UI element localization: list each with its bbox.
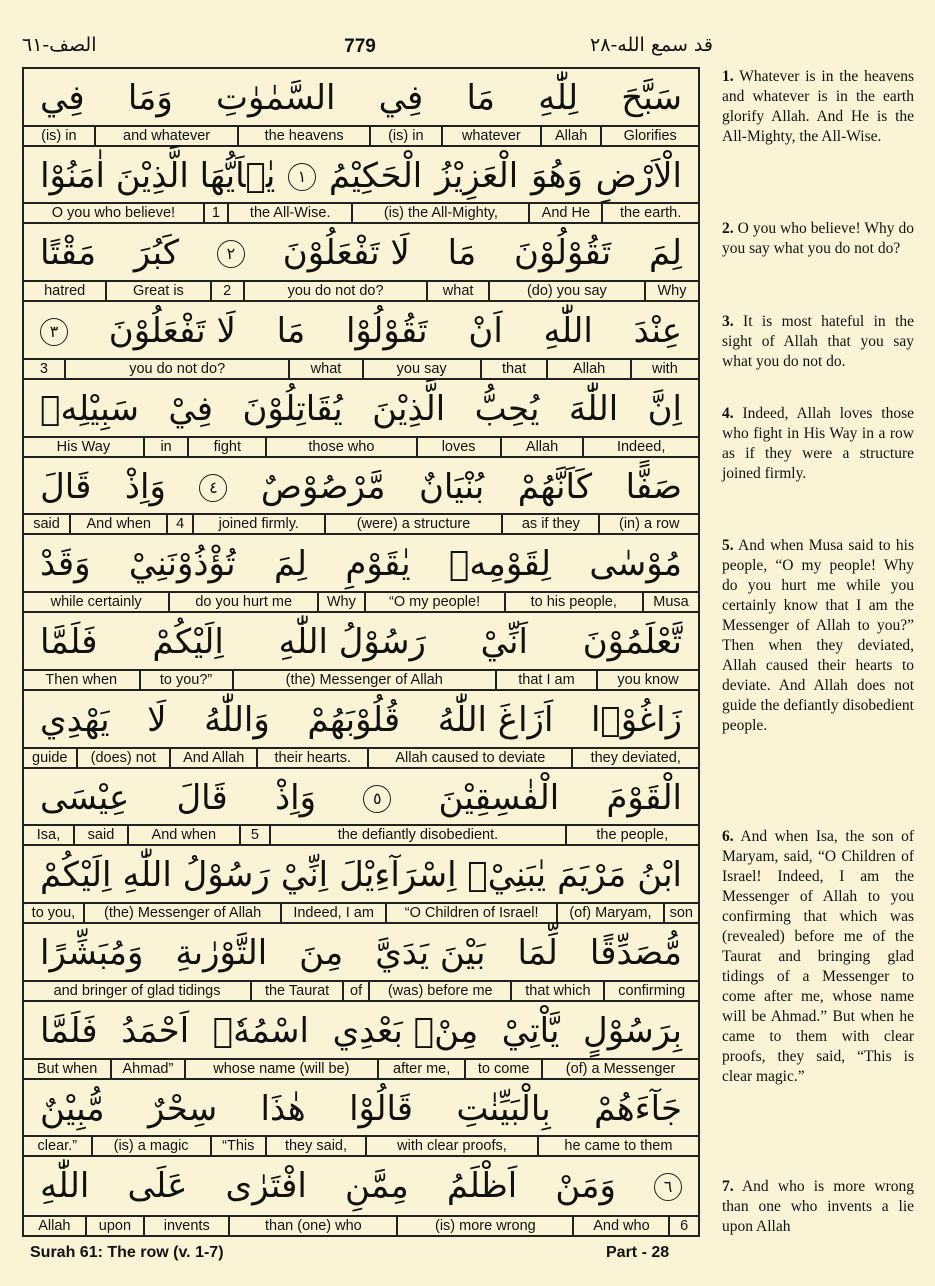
arabic-word: اِلَيْكُمْ <box>152 622 224 663</box>
arabic-word: سَبِيْلِهٖ <box>40 388 139 429</box>
gloss-cell: And who <box>572 1217 668 1235</box>
gloss-cell: (is) the All-Mighty, <box>351 204 528 222</box>
gloss-row <box>24 902 698 922</box>
arabic-word: وَاِذْ <box>124 466 166 507</box>
arabic-word: الْحَكِيْمُ <box>328 155 423 196</box>
arabic-word: بَيْنَ يَدَيَّ <box>375 933 486 974</box>
gloss-cell: they deviated, <box>571 749 698 767</box>
gloss-cell: 2 <box>210 282 243 300</box>
gloss-cell: (the) Messenger of Allah <box>83 904 280 922</box>
gloss-row <box>24 747 698 767</box>
gloss-row <box>24 513 698 533</box>
arabic-word: يَّاْتِيْ <box>501 1010 560 1051</box>
note-text: And when Musa said to his people, “O my people! Why do you hurt me while you certainly know that I am the Messenger of Allah to you?” Then when they deviated, Allah caused their hearts to deviate. And Allah does not guide the defiantly disobedient people. <box>722 537 914 734</box>
translation-note <box>722 827 914 1087</box>
gloss-cell: with <box>630 360 698 378</box>
verse-line <box>24 302 698 380</box>
verse-line <box>24 613 698 691</box>
arabic-word: عِيْسَى <box>40 777 130 818</box>
gloss-cell: and bringer of glad tidings <box>53 982 221 999</box>
verse-line <box>24 147 698 225</box>
arabic-text <box>24 304 698 359</box>
arabic-word: اِلَيْكُمْ <box>40 855 112 896</box>
gloss-cell: fight <box>187 438 265 456</box>
arabic-word: رَسُوْلُ اللّٰهِ <box>278 622 426 663</box>
gloss-row <box>24 358 698 378</box>
gloss-cell: 4 <box>166 515 191 533</box>
gloss-cell: whatever <box>441 127 540 145</box>
gloss-cell: (does) not <box>76 749 169 767</box>
note-number: 3. <box>722 313 734 330</box>
gloss-cell: you do not do? <box>243 282 427 300</box>
arabic-text <box>24 71 698 126</box>
gloss-cell: (of) a Messenger <box>541 1060 698 1078</box>
gloss-cell: (was) before me <box>368 982 510 1000</box>
gloss-cell: 5 <box>239 826 270 844</box>
verse-line <box>24 1080 698 1158</box>
note-text: And when Isa, the son of Maryam, said, “O Children of Israel! Indeed, I am the Messenger of Allah to you confirming that which was (revealed) before me of the Taurat and bringing glad tidings of a Messenger to come after me, whose name will be Ahmad.” But when he came to them with clear proofs, they said, “This is clear magic.” <box>722 828 914 1085</box>
arabic-word: اسْمُهٗۤ <box>212 1010 309 1051</box>
arabic-word: اللّٰهِ <box>543 311 593 352</box>
ayah-number-marker: ٣ <box>40 318 68 346</box>
gloss-cell: Isa, <box>36 827 61 844</box>
translation-note <box>722 536 914 736</box>
verse-line <box>24 535 698 613</box>
arabic-word: مَا <box>447 233 477 274</box>
word-by-word-grid <box>22 67 700 1237</box>
arabic-word: مَقْتًا <box>40 233 97 274</box>
gloss-cell: you say <box>362 360 480 378</box>
arabic-word: لَا تَفْعَلُوْنَ <box>282 233 410 274</box>
gloss-row <box>24 669 698 689</box>
gloss-row <box>24 824 698 844</box>
gloss-row <box>24 280 698 300</box>
gloss-cell: those who <box>265 438 415 456</box>
arabic-text <box>24 1004 698 1059</box>
gloss-cell: the All-Wise. <box>227 204 351 222</box>
gloss-cell: Indeed, I am <box>280 904 385 922</box>
arabic-word: تَقُوْلُوْا <box>345 311 428 352</box>
gloss-cell: in <box>143 438 188 456</box>
arabic-text <box>24 1082 698 1137</box>
gloss-cell: the people, <box>565 826 698 844</box>
arabic-text <box>24 382 698 437</box>
arabic-word: الَّذِيْنَ <box>372 388 446 429</box>
gloss-cell: to you?” <box>139 671 232 689</box>
note-text: Whatever is in the heavens and whatever is in the earth glorify Allah. And He is the All-Mighty, the All-Wise. <box>722 68 914 145</box>
gloss-cell: the defiantly disobedient. <box>269 826 564 844</box>
page-number: 779 <box>344 36 376 57</box>
arabic-word: اَنِّيْ <box>480 622 528 663</box>
gloss-cell: he came to them <box>537 1137 698 1155</box>
arabic-word: يٰبَنِيْۤ اِسْرَآءِيْلَ <box>339 855 547 896</box>
arabic-word: مِنَ <box>299 933 344 974</box>
gloss-cell: said <box>73 826 127 844</box>
arabic-word: مُّصَدِّقًا <box>589 933 682 974</box>
note-number: 5. <box>722 537 734 554</box>
gloss-cell: as if they <box>501 515 598 533</box>
gloss-cell: O you who believe! <box>51 205 176 222</box>
gloss-cell: Allah <box>38 1217 71 1234</box>
arabic-word: وَمُبَشِّرًا <box>40 933 144 974</box>
arabic-word: مَرْيَمَ <box>557 855 627 896</box>
arabic-word: اِنِّيْ <box>280 855 329 896</box>
gloss-cell: said <box>33 516 60 533</box>
gloss-cell: Great is <box>105 282 209 300</box>
gloss-cell: invents <box>143 1217 228 1235</box>
arabic-text <box>24 771 698 826</box>
gloss-cell: clear.” <box>37 1138 78 1155</box>
arabic-word: تَقُوْلُوْنَ <box>514 233 612 274</box>
arabic-text <box>24 1159 698 1214</box>
verse-line <box>24 458 698 536</box>
note-number: 4. <box>722 405 734 422</box>
arabic-word: فَلَمَّا <box>40 1010 98 1051</box>
header-surah-arabic: الصف-٦١ <box>22 34 97 56</box>
arabic-word: مَا <box>276 311 306 352</box>
arabic-word: مَا <box>466 78 496 118</box>
arabic-word: الْفٰسِقِيْنَ <box>438 777 560 818</box>
gloss-cell: Ahmad” <box>110 1060 184 1078</box>
arabic-word: هٰذَا <box>260 1088 306 1129</box>
arabic-word: وَمَنْ <box>555 1166 616 1207</box>
arabic-word: مِنْۢ بَعْدِي <box>332 1010 479 1051</box>
arabic-word: يُحِبُّ <box>474 388 540 429</box>
arabic-text <box>24 226 698 281</box>
arabic-word: جَآءَهُمْ <box>594 1088 682 1129</box>
footer-part: Part - 28 <box>606 1244 670 1261</box>
gloss-cell: (in) a row <box>598 515 698 533</box>
gloss-cell: you know <box>596 671 698 689</box>
verse-line <box>24 846 698 924</box>
arabic-text <box>24 537 698 592</box>
gloss-cell: and whatever <box>94 127 238 145</box>
gloss-cell: joined firmly. <box>192 515 324 533</box>
arabic-word: صَفًّا <box>625 466 682 507</box>
arabic-word: لَا <box>147 699 167 740</box>
arabic-word: مَّرْصُوْصٌ <box>260 466 386 507</box>
gloss-row <box>24 1058 698 1078</box>
gloss-cell: (were) a structure <box>324 515 502 533</box>
arabic-word: عِنْدَ <box>633 311 682 352</box>
arabic-word: لِقَوْمِهٖ <box>449 544 551 585</box>
gloss-row <box>24 980 698 1000</box>
arabic-word: وَاللّٰهُ <box>204 699 270 740</box>
gloss-cell: (is) a magic <box>91 1137 210 1155</box>
arabic-word: وَمَا <box>127 78 173 118</box>
gloss-cell: that I am <box>495 671 596 689</box>
arabic-word: تُؤْذُوْنَنِيْ <box>128 544 236 585</box>
arabic-word: اَحْمَدُ <box>121 1010 190 1051</box>
verse-line <box>24 769 698 847</box>
arabic-word: زَاغُوْۤا <box>590 699 682 740</box>
arabic-word: وَهُوَ <box>530 155 583 196</box>
gloss-cell: (is) in <box>41 127 77 144</box>
gloss-cell: And when <box>127 826 239 844</box>
verse-line <box>24 69 698 147</box>
arabic-word: ابْنُ <box>637 855 682 896</box>
verse-line <box>24 1002 698 1080</box>
arabic-word: فَلَمَّا <box>40 622 98 663</box>
gloss-cell: His Way <box>56 438 111 455</box>
arabic-word: تَّعْلَمُوْنَ <box>582 622 682 663</box>
gloss-cell: guide <box>32 749 68 766</box>
gloss-cell: And Allah <box>169 749 256 767</box>
ayah-number-marker: ٤ <box>199 474 227 502</box>
ayah-number-marker: ٥ <box>363 785 391 813</box>
arabic-word: اِنَّ <box>647 388 682 429</box>
translation-note <box>722 219 914 259</box>
note-text: It is most hateful in the sight of Allah that you say what you do not do. <box>722 313 915 370</box>
gloss-cell: of <box>342 982 368 1000</box>
verse-line <box>24 1157 698 1235</box>
arabic-word: كَبُرَ <box>133 233 180 274</box>
gloss-cell: Why <box>644 282 698 300</box>
arabic-word: بُنْيَانٌ <box>418 466 485 507</box>
gloss-row <box>24 125 698 145</box>
gloss-cell: while certainly <box>50 594 142 611</box>
arabic-word: يٰقَوْمِ <box>345 544 411 585</box>
translation-note <box>722 312 914 372</box>
note-text: Indeed, Allah loves those who fight in His Way in a row as if they were a structure joined firmly. <box>722 405 914 482</box>
arabic-word: بِرَسُوْلٍ <box>583 1010 682 1051</box>
arabic-text <box>24 149 698 204</box>
gloss-row <box>24 202 698 222</box>
arabic-word: مُّبِيْنٌ <box>40 1088 105 1129</box>
arabic-word: يُقَاتِلُوْنَ <box>242 388 343 429</box>
gloss-cell: whose name (will be) <box>184 1060 377 1078</box>
gloss-cell: son <box>663 904 698 922</box>
gloss-cell: (do) you say <box>488 282 644 300</box>
arabic-word: اللّٰهِ <box>40 1166 90 1207</box>
gloss-cell: “O Children of Israel! <box>385 904 556 922</box>
translation-note <box>722 404 914 484</box>
verse-line <box>24 224 698 302</box>
gloss-cell: to you, <box>31 905 76 922</box>
gloss-cell: Allah <box>540 127 600 145</box>
arabic-word: فِي <box>40 78 85 118</box>
arabic-word: التَّوْرٰىةِ <box>175 933 268 974</box>
arabic-text <box>24 848 698 903</box>
gloss-row <box>24 436 698 456</box>
arabic-text <box>24 615 698 670</box>
gloss-cell: do you hurt me <box>168 593 317 611</box>
gloss-cell: Allah <box>546 360 629 378</box>
gloss-cell: (the) Messenger of Allah <box>232 671 495 689</box>
arabic-word: رَسُوْلُ اللّٰهِ <box>122 855 270 896</box>
gloss-cell: Allah <box>500 438 583 456</box>
ayah-number-marker: ١ <box>288 163 316 191</box>
arabic-word: افْتَرٰى <box>225 1166 307 1207</box>
gloss-cell: And when <box>69 515 166 533</box>
arabic-text <box>24 460 698 515</box>
gloss-cell: And He <box>528 204 601 222</box>
gloss-cell: hatred <box>44 283 86 300</box>
arabic-word: سِحْرٌ <box>147 1088 218 1129</box>
arabic-word: السَّمٰوٰتِ <box>216 78 336 118</box>
arabic-word: اَنْ <box>468 311 503 352</box>
gloss-cell: Allah caused to deviate <box>367 749 571 767</box>
arabic-word: قَالَ <box>40 466 92 507</box>
note-text: And who is more wrong than one who invents a lie upon Allah <box>722 1178 914 1235</box>
gloss-cell: you do not do? <box>64 360 289 378</box>
verse-line <box>24 924 698 1002</box>
gloss-cell: after me, <box>377 1060 464 1078</box>
note-text: O you who believe! Why do you say what you do not do? <box>722 220 914 257</box>
verse-line <box>24 691 698 769</box>
gloss-cell: Glorifies <box>600 127 698 145</box>
arabic-word: لِمَ <box>649 233 682 274</box>
arabic-word: قُلُوْبَهُمْ <box>307 699 401 740</box>
arabic-word: كَاَنَّهُمْ <box>517 466 593 507</box>
gloss-cell: But when <box>36 1060 98 1077</box>
ayah-number-marker: ٢ <box>217 240 245 268</box>
arabic-word: لَا تَفْعَلُوْنَ <box>108 311 236 352</box>
arabic-word: لِلّٰهِ <box>538 78 579 118</box>
gloss-cell: Musa <box>642 593 698 611</box>
gloss-cell: “O my people! <box>364 593 504 611</box>
arabic-text <box>24 926 698 981</box>
arabic-word: يَهْدِي <box>40 699 110 740</box>
translation-note <box>722 1177 914 1237</box>
arabic-word: مُوْسٰى <box>589 544 682 585</box>
arabic-word: فِيْ <box>168 388 214 429</box>
gloss-cell: they said, <box>265 1137 365 1155</box>
gloss-cell: 3 <box>39 360 48 377</box>
gloss-cell: Then when <box>45 671 118 688</box>
verse-line <box>24 380 698 458</box>
gloss-cell: the heavens <box>237 127 369 145</box>
footer-surah: Surah 61: The row (v. 1-7) <box>30 1244 224 1261</box>
gloss-row <box>24 591 698 611</box>
gloss-cell: the Taurat <box>250 982 342 1000</box>
arabic-word: مِمَّنِ <box>344 1166 409 1207</box>
gloss-cell: the earth. <box>601 204 698 222</box>
arabic-word: عَلَى <box>127 1166 188 1207</box>
translation-note <box>722 67 914 147</box>
arabic-word: سَبَّحَ <box>621 78 682 118</box>
arabic-word: قَالُوْا <box>349 1088 414 1129</box>
arabic-word: اللّٰهَ <box>568 388 619 429</box>
gloss-cell: upon <box>85 1217 143 1235</box>
arabic-word: بِالْبَيِّنٰتِ <box>456 1088 551 1129</box>
gloss-cell: (is) in <box>369 127 441 145</box>
note-number: 7. <box>722 1178 734 1195</box>
gloss-cell: than (one) who <box>228 1217 396 1235</box>
header-part-arabic: قد سمع الله-٢٨ <box>590 34 713 56</box>
note-number: 1. <box>722 68 734 85</box>
arabic-word: لِمَ <box>273 544 307 585</box>
gloss-cell: with clear proofs, <box>365 1137 537 1155</box>
gloss-cell: (is) more wrong <box>396 1217 572 1235</box>
arabic-word: الْقَوْمَ <box>606 777 682 818</box>
arabic-word: اَزَاغَ اللّٰهُ <box>437 699 554 740</box>
note-number: 6. <box>722 828 734 845</box>
gloss-cell: loves <box>416 438 500 456</box>
arabic-word: وَاِذْ <box>275 777 317 818</box>
note-number: 2. <box>722 220 734 237</box>
arabic-word: وَقَدْ <box>40 544 91 585</box>
arabic-text <box>24 693 698 748</box>
gloss-cell: 6 <box>668 1217 698 1235</box>
gloss-row <box>24 1215 698 1235</box>
gloss-cell: to come <box>464 1060 541 1078</box>
arabic-word: الْاَرْضِ <box>595 155 682 196</box>
gloss-cell: that which <box>510 982 603 1000</box>
ayah-number-marker: ٦ <box>654 1173 682 1201</box>
gloss-cell: Indeed, <box>582 438 698 456</box>
arabic-word: فِي <box>378 78 424 118</box>
gloss-row <box>24 1135 698 1155</box>
arabic-word: الْعَزِيْزُ <box>435 155 519 196</box>
gloss-cell: what <box>288 360 361 378</box>
arabic-word: اَظْلَمُ <box>446 1166 518 1207</box>
gloss-cell: 1 <box>203 204 227 222</box>
gloss-cell: that <box>480 360 547 378</box>
gloss-cell: (of) Maryam, <box>556 904 662 922</box>
gloss-cell: Why <box>317 593 363 611</box>
gloss-cell: their hearts. <box>256 749 367 767</box>
arabic-word: قَالَ <box>176 777 228 818</box>
gloss-cell: “This <box>210 1137 265 1155</box>
arabic-word: لِّمَا <box>517 933 558 974</box>
arabic-word: يٰۤاَيُّهَا الَّذِيْنَ اٰمَنُوْا <box>40 155 276 196</box>
gloss-cell: confirming <box>603 982 698 1000</box>
gloss-cell: what <box>426 282 487 300</box>
gloss-cell: to his people, <box>504 593 642 611</box>
